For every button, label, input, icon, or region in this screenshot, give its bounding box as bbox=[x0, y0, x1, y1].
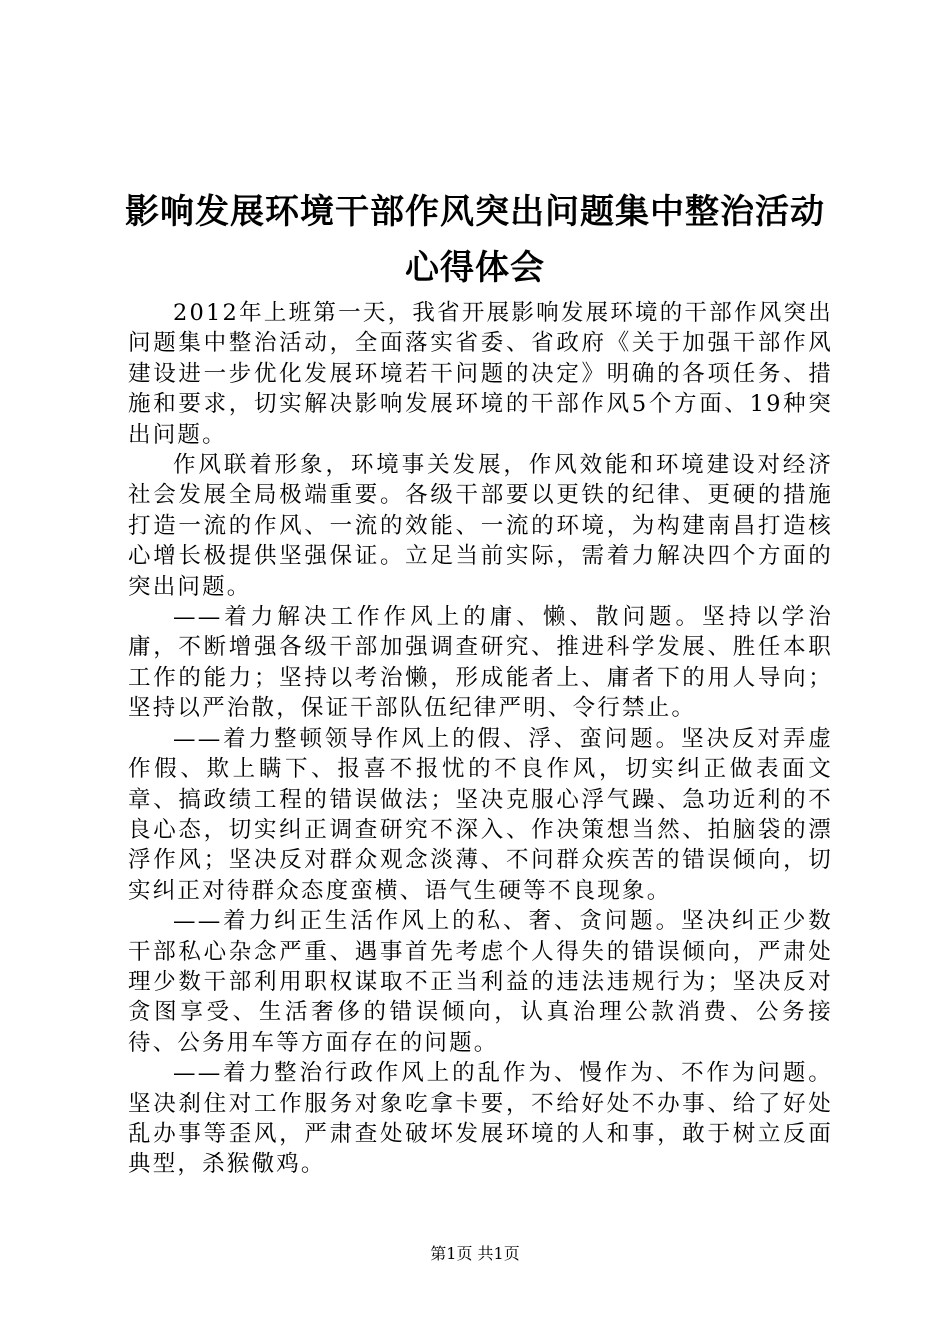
document-body bbox=[128, 298, 833, 1180]
paragraph: 作风联着形象，环境事关发展，作风效能和环境建设对经济社会发展全局极端重要。各级干部要以更铁的纪律、更硬的措施打造一流的作风、一流的效能、一流的环境，为构建南昌打造核心增长极提供坚强保证。立足当前实际，需着力解决四个方面的突出问题。 bbox=[128, 452, 833, 600]
paragraph: ——着力整治行政作风上的乱作为、慢作为、不作为问题。坚决刹住对工作服务对象吃拿卡要，不给好处不办事、给了好处乱办事等歪风，严肃查处破坏发展环境的人和事，敢于树立反面典型，杀猴儆鸡。 bbox=[128, 1060, 833, 1178]
paragraph: 2012年上班第一天，我省开展影响发展环境的干部作风突出问题集中整治活动，全面落实省委、省政府《关于加强干部作风建设进一步优化发展环境若干问题的决定》明确的各项任务、措施和要求，切实解决影响发展环境的干部作风5个方面、19种突出问题。 bbox=[128, 300, 833, 448]
document-title-line-2: 心得体会 bbox=[405, 248, 545, 288]
paragraph: ——着力解决工作作风上的庸、懒、散问题。坚持以学治庸，不断增强各级干部加强调查研究、推进科学发展、胜任本职工作的能力；坚持以考治懒，形成能者上、庸者下的用人导向；坚持以严治散，保证干部队伍纪律严明、令行禁止。 bbox=[128, 604, 833, 722]
paragraph: ——着力纠正生活作风上的私、奢、贪问题。坚决纠正少数干部私心杂念严重、遇事首先考虑个人得失的错误倾向，严肃处理少数干部利用职权谋取不正当利益的违法违规行为；坚决反对贪图享受、生活奢侈的错误倾向，认真治理公款消费、公务接待、公务用车等方面存在的问题。 bbox=[128, 908, 833, 1056]
paragraph: ——着力整顿领导作风上的假、浮、蛮问题。坚决反对弄虚作假、欺上瞒下、报喜不报忧的不良作风，切实纠正做表面文章、搞政绩工程的错误做法；坚决克服心浮气躁、急功近利的不良心态，切实纠正调查研究不深入、作决策想当然、拍脑袋的漂浮作风；坚决反对群众观念淡薄、不问群众疾苦的错误倾向，切实纠正对待群众态度蛮横、语气生硬等不良现象。 bbox=[128, 725, 833, 904]
document-title-line-1: 影响发展环境干部作风突出问题集中整治活动 bbox=[125, 192, 825, 232]
page-footer: 第1页 共1页 bbox=[430, 1244, 520, 1263]
